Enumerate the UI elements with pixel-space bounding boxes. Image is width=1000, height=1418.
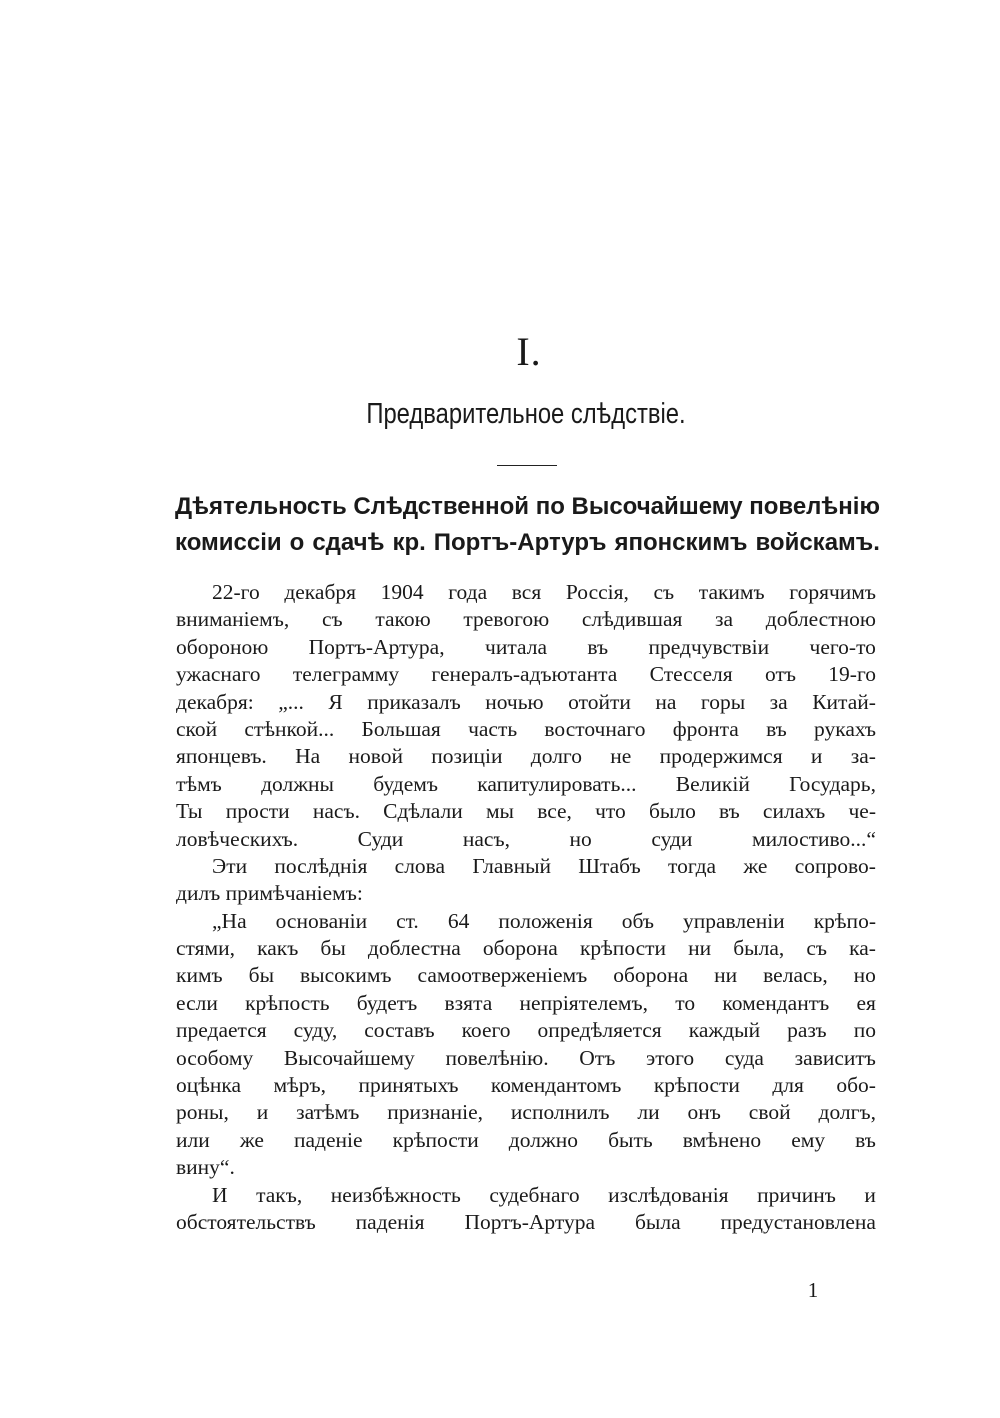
word: Высочайшему [283, 1045, 415, 1070]
word: новой [348, 744, 403, 769]
section-divider [497, 465, 557, 466]
word: исполнилъ [510, 1100, 610, 1125]
heading-word: Высочайшему [571, 493, 743, 520]
word: крѣпости [653, 1073, 740, 1098]
text-line [176, 1182, 876, 1209]
word: дилъ [176, 881, 221, 906]
section-heading-line [175, 489, 880, 525]
word: же [743, 853, 768, 878]
heading-word: японскимъ [614, 529, 748, 556]
word: ночью [485, 689, 544, 714]
text-line [176, 634, 876, 661]
text-line [176, 990, 876, 1017]
word: 22-го [212, 580, 260, 604]
word: продержимся [659, 744, 783, 769]
word: обороною [176, 634, 269, 659]
word: слова [394, 853, 446, 878]
word: основаніи [275, 908, 368, 933]
word: же [239, 1127, 264, 1152]
heading-word: кр. [392, 529, 426, 556]
heading-word: Дѣятельность [175, 493, 347, 520]
word: сопрово- [794, 853, 876, 878]
word: Штабъ [578, 853, 641, 878]
word: обо- [836, 1073, 876, 1098]
word: предчувствіи [648, 634, 770, 659]
word: вмѣнено [682, 1127, 762, 1152]
word: милостиво...“ [751, 826, 876, 851]
word: ни [714, 963, 738, 988]
word: стѣнкой... [244, 716, 335, 741]
word: принятыхъ [358, 1073, 459, 1098]
word: въ [766, 716, 787, 741]
word: ужаснаго [176, 662, 261, 687]
word: роны, [176, 1100, 229, 1125]
paragraph [176, 579, 876, 853]
word: Отъ [579, 1045, 616, 1070]
word: декабря [284, 580, 357, 604]
word: въ [587, 634, 609, 659]
word: ему [791, 1127, 826, 1152]
word: Я [328, 689, 343, 714]
word: суди [651, 826, 693, 851]
word: каждый [688, 1018, 761, 1043]
word: вся [511, 580, 542, 604]
text-line [176, 1154, 876, 1181]
heading-word: Портъ-Артуръ [433, 529, 607, 556]
word: силахъ [762, 799, 826, 824]
word: комендантъ [722, 990, 830, 1015]
heading-word: по [535, 493, 565, 520]
paragraph [176, 908, 876, 1182]
word: вниманіемъ, [176, 607, 290, 632]
word: мы [485, 799, 515, 824]
word: съ [653, 580, 675, 604]
chapter-number: I. [516, 329, 542, 374]
heading-word: войскамъ. [755, 529, 880, 556]
word: 1904 [380, 580, 424, 604]
word: декабря: [176, 689, 254, 714]
text-line [176, 826, 876, 853]
word: долго [530, 744, 582, 769]
word: будетъ [356, 990, 418, 1015]
word: стями, [176, 936, 236, 961]
text-line [176, 1127, 876, 1154]
heading-word: комиссіи [175, 529, 282, 556]
word: что [595, 799, 626, 824]
word: тогда [667, 853, 717, 878]
word: ли [637, 1100, 660, 1125]
word: Портъ-Артура, [308, 634, 445, 659]
text-line [176, 1099, 876, 1126]
word: положенія [498, 908, 593, 933]
word: ея [856, 990, 876, 1015]
word: зависитъ [794, 1045, 876, 1070]
word: суда [724, 1045, 764, 1070]
word: опредѣляется [537, 1018, 662, 1043]
word: долгъ, [818, 1100, 876, 1125]
word: отойти [568, 689, 631, 714]
text-line [176, 880, 876, 907]
word: непріятелемъ, [519, 990, 649, 1015]
text-line [176, 579, 876, 606]
word: Эти [212, 853, 248, 878]
word: насъ. [312, 799, 360, 824]
word: изслѣдованія [608, 1182, 729, 1207]
word: если [176, 990, 218, 1015]
word: Государь, [789, 771, 876, 796]
word: оборона [482, 936, 558, 961]
word: ни [688, 936, 712, 961]
word: или [176, 1127, 210, 1152]
section-heading [175, 489, 880, 561]
word: и [810, 744, 823, 769]
word: какъ [257, 936, 299, 961]
chapter-title: Предварительное слѣдствіе. [366, 398, 686, 430]
word: восточнаго [544, 716, 646, 741]
word: оцѣнка [176, 1073, 242, 1098]
word: слѣдившая [581, 607, 683, 632]
text-line [176, 771, 876, 798]
word: за [715, 607, 734, 632]
word: суду, [293, 1018, 338, 1043]
word: не [610, 744, 632, 769]
word: Стесселя [649, 662, 733, 687]
word: коего [461, 1018, 511, 1043]
word: и [864, 1182, 876, 1207]
word: такъ, [256, 1182, 303, 1207]
word: взята [444, 990, 493, 1015]
text-line [176, 661, 876, 688]
text-line [176, 716, 876, 743]
word: повелѣнію. [445, 1045, 549, 1070]
word: предустановлена [720, 1209, 876, 1234]
word: Главный [472, 853, 552, 878]
word: затѣмъ [296, 1100, 360, 1125]
paragraph [176, 1182, 876, 1237]
word: комендантомъ [490, 1073, 622, 1098]
heading-word: Слѣдственной [353, 493, 530, 520]
word: че- [848, 799, 876, 824]
word: и [256, 1100, 269, 1125]
word: Ты [176, 799, 203, 824]
text-line [176, 1072, 876, 1099]
word: тѣмъ [176, 771, 222, 796]
word: отъ [765, 662, 796, 687]
word: Портъ-Артура [464, 1209, 596, 1234]
word: тревогою [463, 607, 550, 632]
word: „На [212, 908, 247, 933]
word: предается [176, 1018, 267, 1043]
word: объ [621, 908, 654, 933]
word: признаніе, [387, 1100, 483, 1125]
text-line [176, 606, 876, 633]
text-line [176, 1045, 876, 1072]
word: съ [321, 607, 343, 632]
word: прости [225, 799, 290, 824]
word: послѣднія [274, 853, 368, 878]
word: насъ, [462, 826, 510, 851]
word: была [634, 1209, 681, 1234]
text-line [176, 798, 876, 825]
word: паденіе [294, 1127, 363, 1152]
word: управленіи [683, 908, 785, 933]
word: такою [375, 607, 431, 632]
word: кимъ [176, 963, 223, 988]
word: быть [608, 1127, 653, 1152]
word: И [212, 1182, 228, 1207]
page-number: 1 [807, 1278, 819, 1302]
word: бы [320, 936, 346, 961]
word: Великій [675, 771, 750, 796]
word: по [853, 1018, 876, 1043]
word: то [675, 990, 696, 1015]
heading-word: сдачѣ [312, 529, 385, 556]
word: за [769, 689, 788, 714]
word: на [655, 689, 677, 714]
word: но [569, 826, 592, 851]
word: составъ [364, 1018, 435, 1043]
word: причинъ [757, 1182, 836, 1207]
word: судебнаго [489, 1182, 580, 1207]
word: приказалъ [367, 689, 461, 714]
word: крѣпости [579, 936, 667, 961]
word: крѣпости [392, 1127, 479, 1152]
word: доблестною [765, 607, 876, 632]
word: ловѣческихъ. [176, 826, 299, 851]
text-line [176, 962, 876, 989]
heading-word: повелѣнію [749, 493, 880, 520]
word: онъ [687, 1100, 721, 1125]
word: Китай- [812, 689, 876, 714]
word: была, [733, 936, 785, 961]
word: ской [176, 716, 218, 741]
text-line [176, 1209, 876, 1236]
word: ка- [849, 936, 876, 961]
word: горячимъ [789, 580, 876, 604]
word: особому [176, 1045, 254, 1070]
word: Большая [361, 716, 441, 741]
word: бы [248, 963, 275, 988]
word: этого [646, 1045, 695, 1070]
word: будемъ [373, 771, 439, 796]
text-line [176, 689, 876, 716]
word: часть [468, 716, 518, 741]
word: мѣръ, [273, 1073, 327, 1098]
word: Суди [357, 826, 404, 851]
word: телеграмму [292, 662, 400, 687]
word: въ [855, 1127, 876, 1152]
word: должны [261, 771, 335, 796]
word: въ [719, 799, 740, 824]
word: „... [278, 689, 304, 714]
word: все, [537, 799, 572, 824]
word: должно [508, 1127, 579, 1152]
word: высокимъ [299, 963, 392, 988]
word: Россія, [565, 580, 629, 604]
body-text [176, 579, 876, 1236]
text-line [176, 1017, 876, 1044]
word: капитулировать... [477, 771, 637, 796]
text-line [176, 853, 876, 880]
word: ст. [396, 908, 419, 933]
word: 64 [447, 908, 470, 933]
word: крѣпость [245, 990, 330, 1015]
word: такимъ [698, 580, 765, 604]
word: оборона [613, 963, 689, 988]
text-line [176, 908, 876, 935]
word: фронта [672, 716, 739, 741]
word: крѣпо- [813, 908, 876, 933]
word: велась, [763, 963, 828, 988]
word: съ [806, 936, 827, 961]
word: генералъ-адъютанта [431, 662, 618, 687]
text-line [176, 935, 876, 962]
word: паденія [355, 1209, 425, 1234]
word: обстоятельствъ [176, 1209, 316, 1234]
paragraph [176, 853, 876, 908]
word: японцевъ. [176, 744, 267, 769]
word: На [295, 744, 321, 769]
word: 19-го [828, 662, 876, 687]
word: неизбѣжность [330, 1182, 461, 1207]
text-line [176, 743, 876, 770]
word: но [853, 963, 876, 988]
word: свой [748, 1100, 791, 1125]
word: Сдѣлали [383, 799, 463, 824]
section-heading-line [175, 525, 880, 561]
word: читала [485, 634, 547, 659]
word: горы [700, 689, 746, 714]
word: за- [850, 744, 876, 769]
word: чего-то [809, 634, 876, 659]
word: разъ [787, 1018, 827, 1043]
word: года [448, 580, 488, 604]
word: самоотверженіемъ [417, 963, 588, 988]
word: доблестна [367, 936, 461, 961]
word: для [772, 1073, 804, 1098]
heading-word: о [289, 529, 305, 556]
word: примѣчаніемъ: [225, 881, 363, 906]
word: вину“. [176, 1155, 235, 1180]
word: было [648, 799, 696, 824]
word: рукахъ [814, 716, 876, 741]
word: позиціи [431, 744, 503, 769]
